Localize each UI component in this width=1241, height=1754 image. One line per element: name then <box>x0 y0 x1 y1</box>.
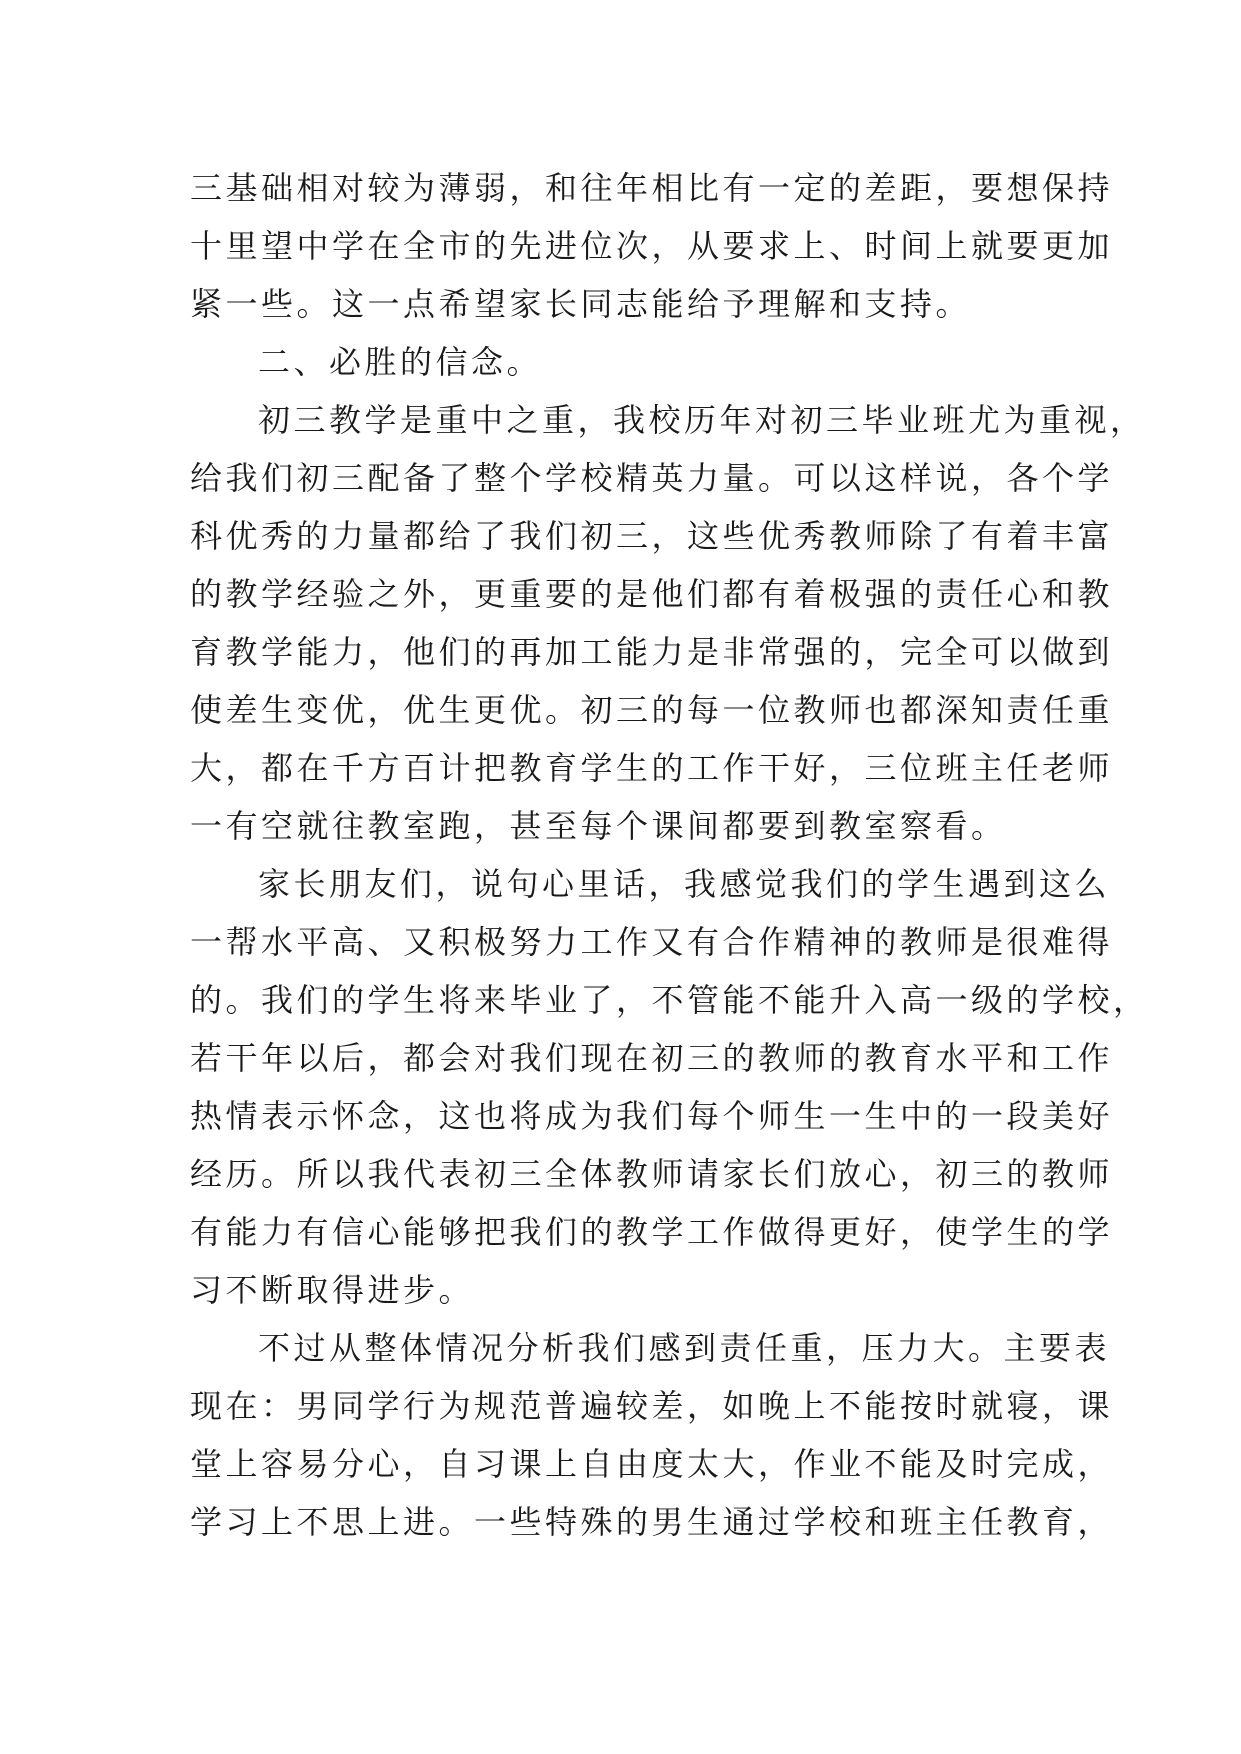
paragraph-first-line: 初三教学是重中之重，我校历年对初三毕业班尤为重视， <box>258 401 1146 439</box>
paragraph-first-line: 家长朋友们，说句心里话，我感觉我们的学生遇到这么 <box>258 865 1111 903</box>
body-text <box>190 159 1149 1551</box>
text-line: 一有空就往教室跑，甚至每个课间都要到教室察看。 <box>190 807 1007 845</box>
text-line: 一帮水平高、又积极努力工作又有合作精神的教师是很难得 <box>190 923 1114 961</box>
text-line: 的。我们的学生将来毕业了，不管能不能升入高一级的学校， <box>190 981 1149 1019</box>
text-line: 使差生变优，优生更优。初三的每一位教师也都深知责任重 <box>190 691 1114 729</box>
text-line: 科优秀的力量都给了我们初三，这些优秀教师除了有着丰富 <box>190 517 1114 555</box>
text-line: 学习上不思上进。一些特殊的男生通过学校和班主任教育， <box>190 1503 1114 1541</box>
text-line: 大，都在千方百计把教育学生的工作干好，三位班主任老师 <box>190 749 1114 787</box>
section-heading: 二、必胜的信念。 <box>258 343 543 381</box>
text-line: 紧一些。这一点希望家长同志能给予理解和支持。 <box>190 285 972 323</box>
text-line: 有能力有信心能够把我们的教学工作做得更好，使学生的学 <box>190 1213 1114 1251</box>
text-line: 十里望中学在全市的先进位次，从要求上、时间上就要更加 <box>190 227 1114 265</box>
text-line: 热情表示怀念，这也将成为我们每个师生一生中的一段美好 <box>190 1097 1114 1135</box>
text-line: 经历。所以我代表初三全体教师请家长们放心，初三的教师 <box>190 1155 1114 1193</box>
text-line: 给我们初三配备了整个学校精英力量。可以这样说，各个学 <box>190 459 1114 497</box>
text-line: 现在：男同学行为规范普遍较差，如晚上不能按时就寝，课 <box>190 1387 1114 1425</box>
text-line: 习不断取得进步。 <box>190 1271 475 1309</box>
text-line: 的教学经验之外，更重要的是他们都有着极强的责任心和教 <box>190 575 1114 613</box>
text-line: 三基础相对较为薄弱，和往年相比有一定的差距，要想保持 <box>190 169 1114 207</box>
text-line: 若干年以后，都会对我们现在初三的教师的教育水平和工作 <box>190 1039 1114 1077</box>
text-line: 育教学能力，他们的再加工能力是非常强的，完全可以做到 <box>190 633 1114 671</box>
paragraph-first-line: 不过从整体情况分析我们感到责任重，压力大。主要表 <box>258 1329 1111 1367</box>
text-line: 堂上容易分心，自习课上自由度太大，作业不能及时完成， <box>190 1445 1114 1483</box>
